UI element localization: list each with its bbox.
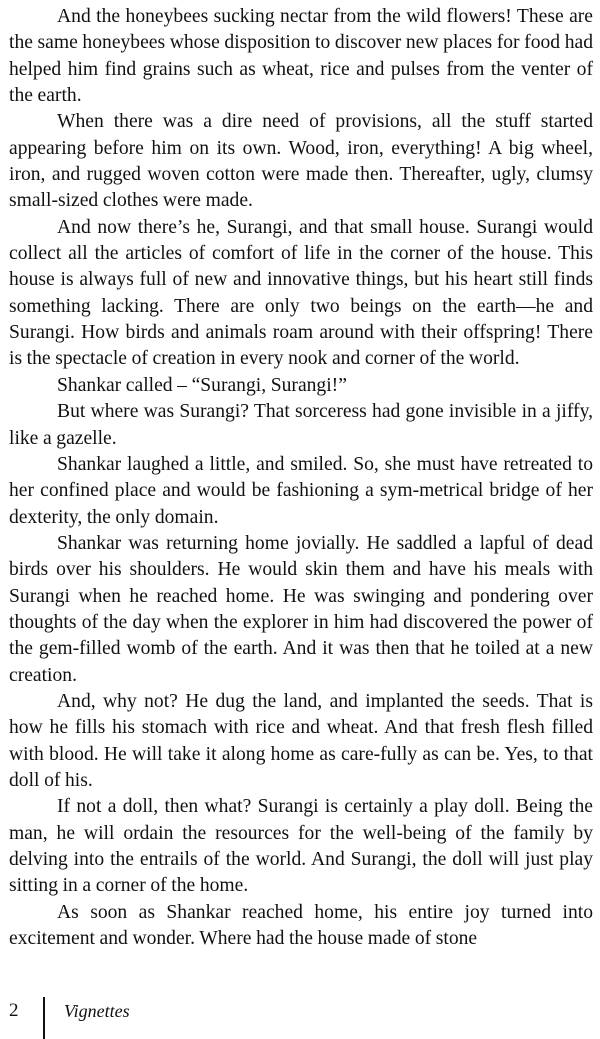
paragraph: When there was a dire need of provisions, all the stuff started appearing before him on its own. Wood, iron, everything! A big wheel, iron, and rugged woven cotton were made then. Thereafter, ugly, clumsy small-sized clothes were made. — [9, 111, 593, 212]
running-title: Vignettes — [64, 1001, 130, 1021]
footer-divider — [43, 997, 45, 1039]
page-body — [9, 4, 593, 952]
page-number: 2 — [9, 1000, 19, 1021]
page-footer — [9, 997, 309, 1039]
paragraph: Shankar was returning home jovially. He saddled a lapful of dead birds over his shoulders. He would skin them and have his meals with Surangi when he reached home. He was swinging and pondering over thoughts of the day when the explorer in him had discovered the power of the gem-filled womb of the earth. And it was then that he toiled at a new creation. — [9, 532, 593, 686]
paragraph: If not a doll, then what? Surangi is certainly a play doll. Being the man, he will ordain the resources for the well-being of the family by delving into the entrails of the world. And Surangi, the doll will just play sitting in a corner of the home. — [9, 796, 593, 897]
paragraph: But where was Surangi? That sorceress had gone invisible in a jiffy, like a gazelle. — [9, 401, 593, 449]
paragraph: Shankar laughed a little, and smiled. So, she must have retreated to her confined place and would be fashioning a sym-metrical bridge of her dexterity, the only domain. — [9, 453, 593, 528]
paragraph: And now there’s he, Surangi, and that small house. Surangi would collect all the articles of comfort of life in the corner of the house. This house is always full of new and innovative things, but his heart still finds something lacking. There are only two beings on the earth—he and Surangi. How birds and animals roam around with their offspring! There is the spectacle of creation in every nook and corner of the world. — [9, 216, 593, 370]
paragraph: And, why not? He dug the land, and implanted the seeds. That is how he fills his stomach with rice and wheat. And that fresh flesh filled with blood. He will take it along home as care-fully as can be. Yes, to that doll of his. — [9, 690, 593, 791]
paragraph: And the honeybees sucking nectar from the wild flowers! These are the same honeybees whose disposition to discover new places for food had helped him find grains such as wheat, rice and pulses from the venter of the earth. — [9, 6, 593, 107]
paragraph: Shankar called – “Surangi, Surangi!” — [57, 374, 347, 396]
paragraph: As soon as Shankar reached home, his entire joy turned into excitement and wonder. Where had the house made of stone — [9, 901, 593, 950]
